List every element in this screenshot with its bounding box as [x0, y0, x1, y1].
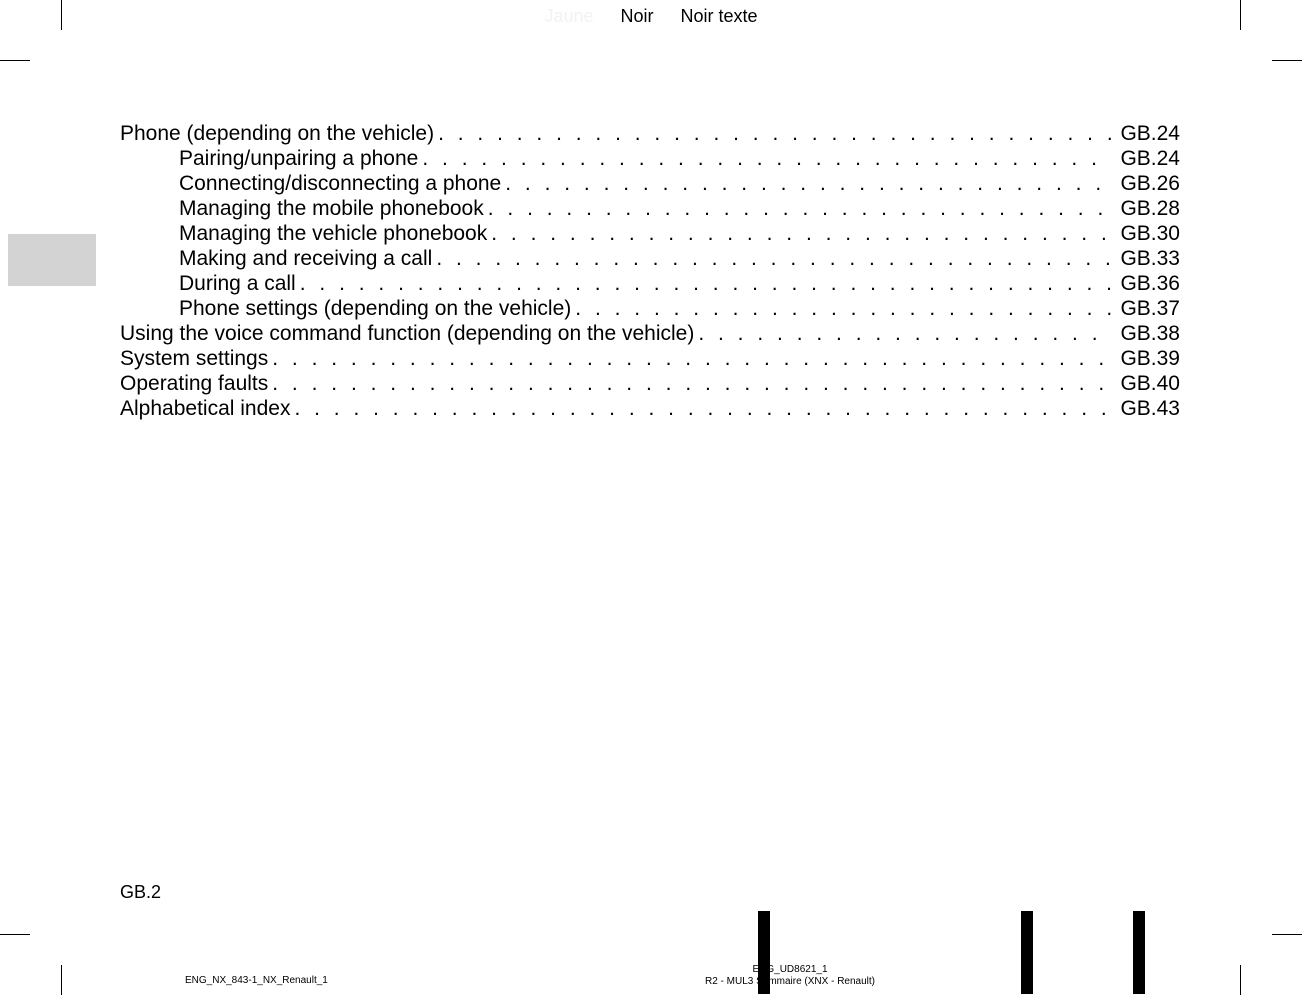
- toc-leader-dots: [436, 246, 1112, 271]
- toc-entry-page: GB.39: [1120, 347, 1180, 370]
- footer-document-code: [640, 964, 940, 988]
- separation-jaune: Jaune: [544, 6, 594, 26]
- footer-file-code: ENG_NX_843-1_NX_Renault_1: [185, 975, 328, 986]
- toc-entry-page: GB.30: [1120, 222, 1180, 245]
- toc-entry-page: GB.40: [1120, 372, 1180, 395]
- toc-entry-label: Making and receiving a call: [179, 247, 433, 270]
- toc-entry-making-call[interactable]: [120, 246, 1180, 271]
- toc-leader-dots: [272, 346, 1112, 371]
- footer-section-line: R2 - MUL3 Sommaire (XNX - Renault): [704, 976, 876, 987]
- toc-entry-label: Pairing/unpairing a phone: [179, 147, 419, 170]
- toc-entry-label: Managing the vehicle phonebook: [179, 222, 488, 245]
- color-separation-labels: [0, 6, 1302, 27]
- toc-entry-page: GB.26: [1120, 172, 1180, 195]
- toc-entry-page: GB.24: [1120, 147, 1180, 170]
- footer-code-line: ENG_UD8621_1: [752, 964, 828, 975]
- crop-mark-bottom-right-h: [1272, 934, 1302, 935]
- toc-entry-label: Phone settings (depending on the vehicle): [179, 297, 572, 320]
- toc-leader-dots: [422, 146, 1112, 171]
- toc-entry-page: GB.37: [1120, 297, 1180, 320]
- toc-entry-alphabetical-index[interactable]: [120, 396, 1180, 421]
- registration-bar-3: [1133, 911, 1145, 994]
- toc-leader-dots: [488, 196, 1112, 221]
- table-of-contents: [120, 121, 1180, 421]
- registration-bar-2: [1021, 911, 1033, 994]
- toc-leader-dots: [272, 371, 1112, 396]
- toc-leader-dots: [294, 396, 1112, 421]
- toc-entry-label: Alphabetical index: [120, 397, 291, 420]
- toc-entry-page: GB.28: [1120, 197, 1180, 220]
- toc-entry-page: GB.38: [1120, 322, 1180, 345]
- toc-entry-page: GB.36: [1120, 272, 1180, 295]
- toc-entry-voice-command[interactable]: [120, 321, 1180, 346]
- toc-entry-during-call[interactable]: [120, 271, 1180, 296]
- toc-entry-phone-settings[interactable]: [120, 296, 1180, 321]
- toc-entry-label: During a call: [179, 272, 296, 295]
- page-number: GB.2: [120, 882, 162, 902]
- toc-entry-pairing[interactable]: [120, 146, 1180, 171]
- toc-entry-phone[interactable]: [120, 121, 1180, 146]
- toc-entry-page: GB.24: [1120, 122, 1180, 145]
- toc-entry-vehicle-phonebook[interactable]: [120, 221, 1180, 246]
- section-tab: [8, 234, 96, 286]
- toc-entry-label: Connecting/disconnecting a phone: [179, 172, 502, 195]
- separation-noir-texte: Noir texte: [680, 6, 758, 26]
- toc-entry-mobile-phonebook[interactable]: [120, 196, 1180, 221]
- toc-leader-dots: [491, 221, 1112, 246]
- toc-entry-label: Operating faults: [120, 372, 269, 395]
- toc-entry-page: GB.33: [1120, 247, 1180, 270]
- toc-entry-label: Using the voice command function (depending on the vehicle): [120, 322, 695, 345]
- toc-entry-connecting[interactable]: [120, 171, 1180, 196]
- toc-leader-dots: [505, 171, 1112, 196]
- toc-entry-label: Phone (depending on the vehicle): [120, 122, 435, 145]
- toc-entry-system-settings[interactable]: [120, 346, 1180, 371]
- toc-leader-dots: [300, 271, 1112, 296]
- toc-leader-dots: [698, 321, 1112, 346]
- crop-mark-top-right-h: [1272, 60, 1302, 61]
- toc-entry-label: Managing the mobile phonebook: [179, 197, 484, 220]
- toc-leader-dots: [575, 296, 1112, 321]
- crop-mark-bottom-right: [1240, 965, 1241, 995]
- crop-mark-bottom-left-h: [0, 934, 30, 935]
- toc-entry-operating-faults[interactable]: [120, 371, 1180, 396]
- toc-entry-page: GB.43: [1120, 397, 1180, 420]
- toc-leader-dots: [438, 121, 1112, 146]
- separation-noir: Noir: [620, 6, 654, 26]
- toc-entry-label: System settings: [120, 347, 269, 370]
- crop-mark-bottom-left: [61, 965, 62, 995]
- crop-mark-top-left-h: [0, 60, 30, 61]
